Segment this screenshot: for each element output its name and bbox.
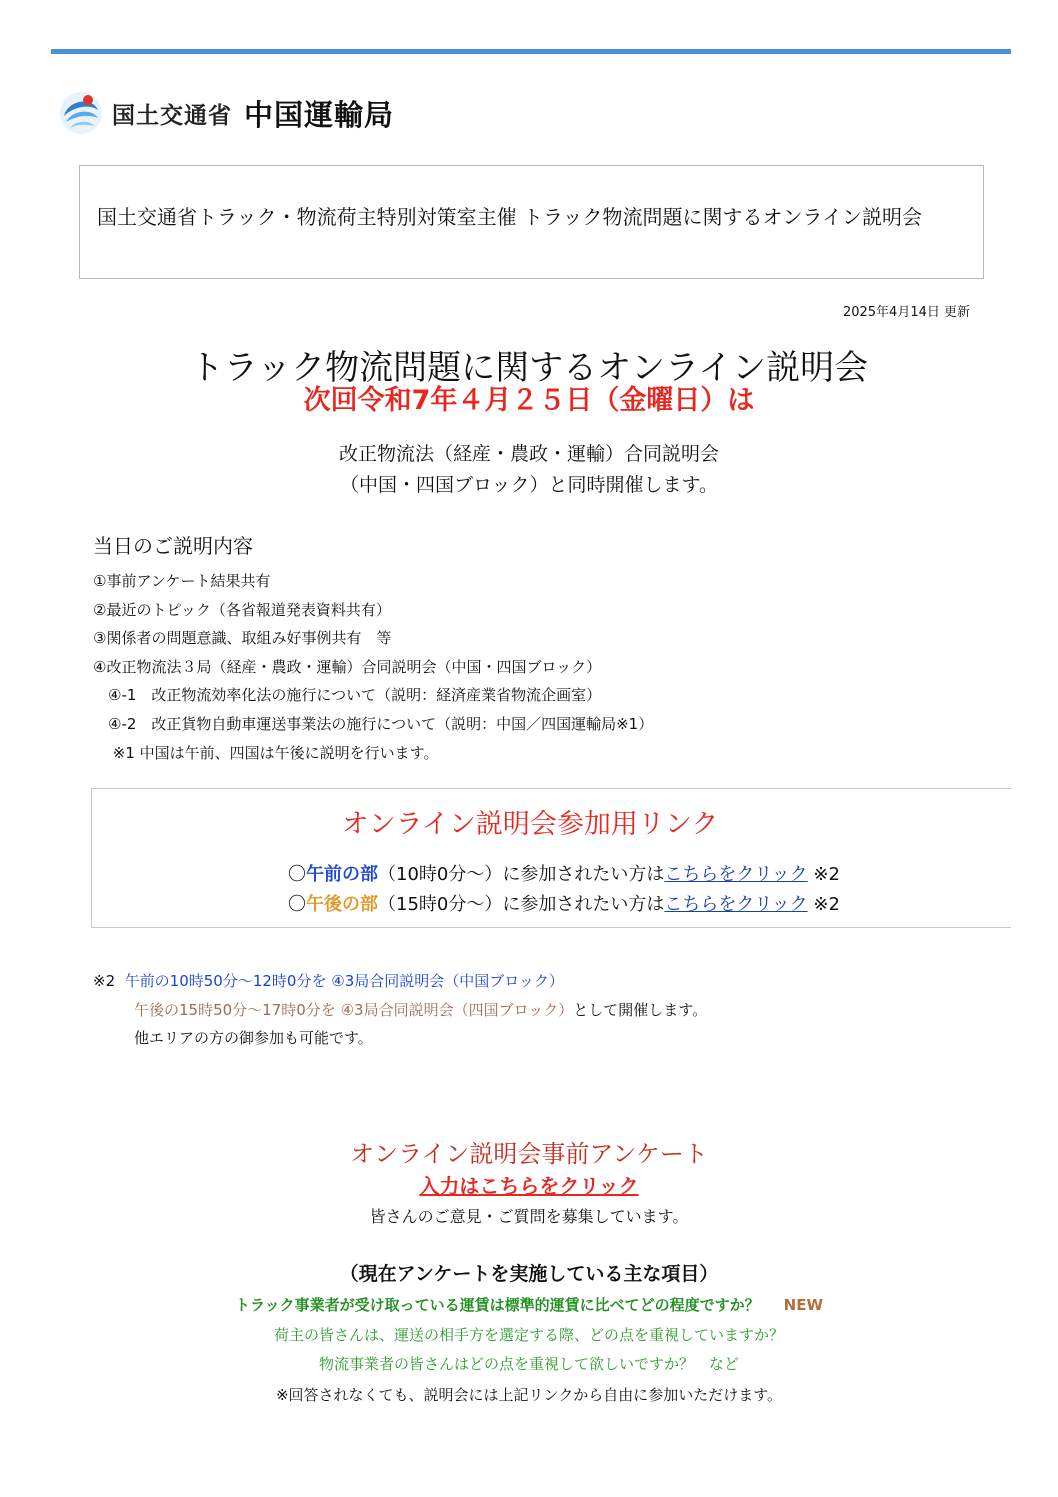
note-2 [93,967,707,1053]
survey-item-1 [0,1294,1058,1315]
survey-input-link[interactable]: 入力はこちらをクリック [419,1174,639,1198]
agenda-item: ④-2 改正貨物自動車運送事業法の施行について（説明：中国／四国運輸局※1） [93,714,654,733]
agenda-item: ④-1 改正物流効率化法の施行について（説明：経済産業省物流企画室） [93,686,602,705]
agenda-heading: 当日のご説明内容 [93,534,253,558]
agenda-item: ③関係者の問題意識、取組み好事例共有 等 [93,629,392,648]
agenda-item: ※1 中国は午前、四国は午後に説明を行います。 [93,743,439,762]
note-2-other: 他エリアの方の御参加も可能です。 [134,1029,373,1047]
note-2-am: 午前の10時50分～12時0分を ④3局合同説明会（中国ブロック） [124,972,564,990]
pm-note: ※2 [807,894,840,915]
am-join-link[interactable]: こちらをクリック [664,864,808,885]
pm-session-time: （15時0分～）に参加されたい方は [378,894,665,915]
am-session-line [288,860,840,886]
pm-bullet: 〇 [288,894,306,915]
survey-heading: オンライン説明会事前アンケート [350,1140,708,1168]
updated-date: 2025年4月14日 更新 [842,305,970,320]
am-bullet: 〇 [288,864,306,885]
pm-session-label: 午後の部 [306,894,378,915]
note-2-pm-suffix: として開催します。 [573,1000,708,1019]
am-session-label: 午前の部 [306,864,378,885]
participation-links-box [91,788,1011,928]
agenda-item: ①事前アンケート結果共有 [93,572,271,590]
survey-footnote: ※回答されなくても、説明会には上記リンクから自由に参加いただけます。 [275,1386,783,1404]
joint-session-line-2: （中国・四国ブロック）と同時開催します。 [339,474,719,496]
next-session-date: 次回令和7年４月２５日（金曜日）は [303,385,755,416]
survey-item-2: 荷主の皆さんは、運送の相手方を選定する際、どの点を重視していますか？ [273,1326,784,1344]
pm-join-link[interactable]: こちらをクリック [664,894,808,915]
survey-item-3: 物流事業者の皆さんはどの点を重視して欲しいですか？ など [318,1355,739,1373]
page-title-box [79,165,984,279]
am-session-time: （10時0分～）に参加されたい方は [378,864,665,885]
survey-description: 皆さんのご意見・ご質問を募集しています。 [369,1207,689,1226]
agenda-item: ④改正物流法３局（経産・農政・運輸）合同説明会（中国・四国ブロック） [93,657,602,676]
main-heading: トラック物流問題に関するオンライン説明会 [189,348,869,388]
bureau-name: 中国運輸局 [244,97,395,132]
new-badge: NEW [783,1296,824,1314]
am-note: ※2 [807,864,840,885]
ministry-name: 国土交通省 [112,102,232,129]
ministry-logo-icon [58,90,104,136]
joint-session-line-1: 改正物流法（経産・農政・運輸）合同説明会 [338,443,719,465]
pm-session-line [288,890,840,916]
survey-items-heading: （現在アンケートを実施している主な項目） [339,1263,719,1285]
agenda-item: ②最近のトピック（各省報道発表資料共有） [93,600,391,619]
links-heading: オンライン説明会参加用リンク [341,809,719,840]
page-title: 国土交通省トラック・物流荷主特別対策室主催 トラック物流問題に関するオンライン説明会 [97,205,922,229]
note-2-marker: ※2 [93,972,116,990]
ministry-logo[interactable] [58,88,394,138]
top-accent-bar [51,49,1011,54]
note-2-pm: 午後の15時50分～17時0分を ④3局合同説明会（四国ブロック） [134,1000,574,1019]
agenda-section [93,530,653,767]
survey-item-1-text: トラック事業者が受け取っている運賃は標準的運賃に比べてどの程度ですか？ [234,1296,760,1314]
